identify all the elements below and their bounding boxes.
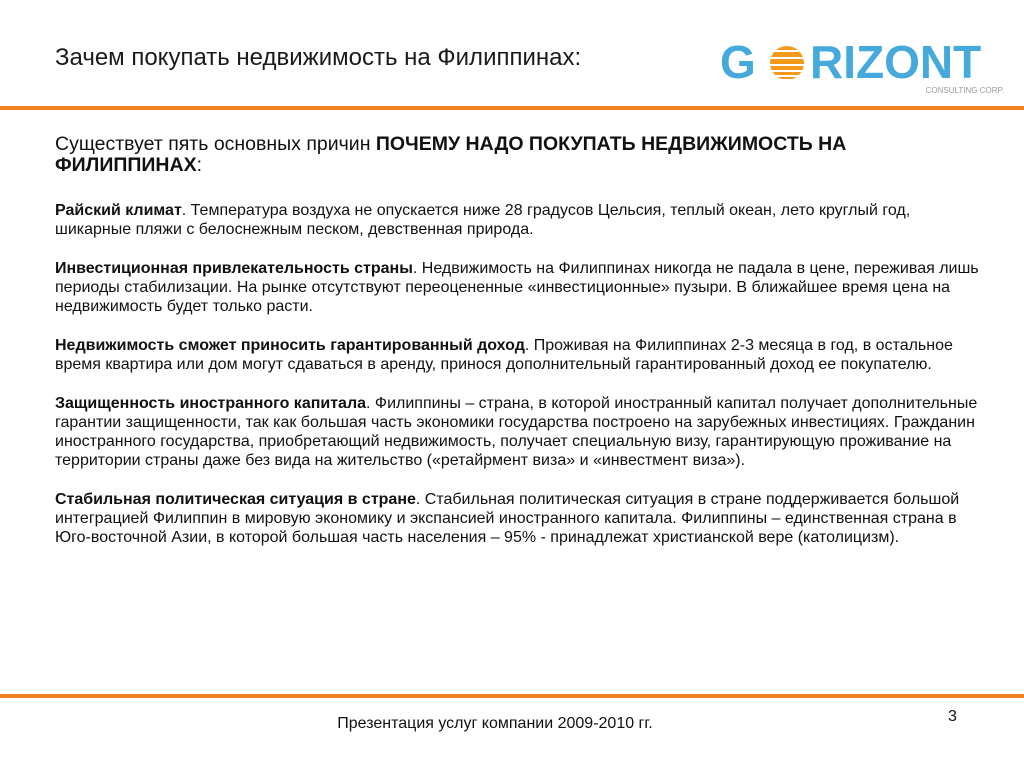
footer-caption: Презентация услуг компании 2009-2010 гг. xyxy=(337,715,653,732)
reason-heading: Недвижимость сможет приносить гарантированный доход xyxy=(55,337,525,354)
logo-letter-g: G xyxy=(720,36,756,88)
page-number: 3 xyxy=(948,708,957,725)
reason-text: . Филиппины – страна, в которой иностранный капитал получает дополнительные гарантии защищенности, так как большая часть экономики государства построено на зарубежных инвестициях. Гражданин иностранного государства, приобретающий недвижимость, получает специальную визу, гарантирующую проживание на территории страны даже без вида на жительство («ретайрмент виза» и «инвестмент виза»). xyxy=(55,395,978,469)
intro-emphasis: ПОЧЕМУ НАДО ПОКУПАТЬ НЕДВИЖИМОСТЬ НА ФИЛИППИНАХ xyxy=(55,133,847,176)
reason-political-stability xyxy=(55,490,990,547)
logo-wordmark: RIZONT xyxy=(810,36,982,88)
reason-capital-protection xyxy=(55,394,990,470)
reason-climate xyxy=(55,201,990,239)
intro-paragraph xyxy=(55,134,990,176)
footer-divider xyxy=(0,694,1024,698)
slide-body xyxy=(55,134,990,567)
page-title: Зачем покупать недвижимость на Филиппинах: xyxy=(55,44,582,71)
sun-icon xyxy=(768,45,808,79)
reason-heading: Райский климат xyxy=(55,202,182,219)
company-logo xyxy=(720,32,1010,98)
header-divider xyxy=(0,106,1024,110)
reason-guaranteed-income xyxy=(55,336,990,374)
reason-heading: Защищенность иностранного капитала xyxy=(55,395,367,412)
reason-text: . Недвижимость на Филиппинах никогда не падала в цене, переживая лишь периоды стабилизации. На рынке отсутствуют переоцененные «инвестиционные» пузыри. В ближайшее время цена на недвижимость будет только расти. xyxy=(55,260,979,315)
intro-tail: : xyxy=(196,154,202,176)
intro-lead: Существует пять основных причин xyxy=(55,133,376,155)
reason-text: . Проживая на Филиппинах 2-3 месяца в год, в остальное время квартира или дом могут сдаваться в аренду, принося дополнительный гарантированный доход ее покупателю. xyxy=(55,337,953,373)
reason-investment-appeal xyxy=(55,259,990,316)
reason-text: . Стабильная политическая ситуация в стране поддерживается большой интеграцией Филиппин в мировую экономику и экспансией иностранного капитала. Филиппины – единственная страна в Юго-восточной Азии, в которой большая часть населения – 95% - принадлежат христианской вере (католицизм). xyxy=(55,491,960,546)
reason-heading: Инвестиционная привлекательность страны xyxy=(55,260,413,277)
logo-subtitle: CONSULTING CORP. xyxy=(925,86,1004,95)
reason-text: . Температура воздуха не опускается ниже 28 градусов Цельсия, теплый океан, лето круглый год, шикарные пляжи с белоснежным песком, девственная природа. xyxy=(55,202,911,238)
reason-heading: Стабильная политическая ситуация в стране xyxy=(55,491,416,508)
